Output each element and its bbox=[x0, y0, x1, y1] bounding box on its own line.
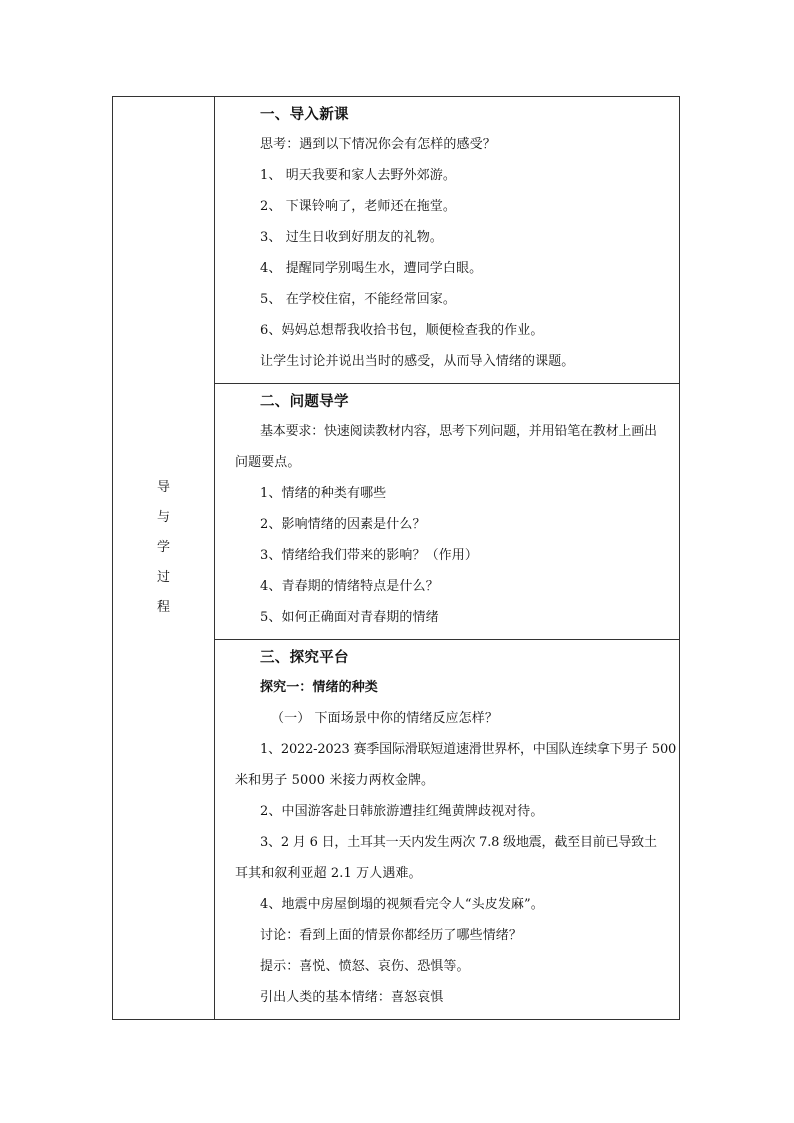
scene-3-line-1: 3、2 月 6 日，土耳其一天内发生两次 7.8 级地震，截至目前已导致土 bbox=[260, 835, 657, 850]
exploration-section bbox=[215, 640, 679, 1019]
exploration-heading: 三、探究平台 bbox=[260, 649, 349, 666]
scene-1-line-2: 米和男子 5000 米接力两枚金牌。 bbox=[235, 773, 435, 788]
guided-question-item: 3、情绪给我们带来的影响？（作用） bbox=[260, 548, 478, 563]
process-label-cell bbox=[113, 97, 215, 1020]
discussion-hint: 提示：喜悦、愤怒、哀伤、恐惧等。 bbox=[260, 959, 470, 974]
introduction-item: 2、 下课铃响了，老师还在拖堂。 bbox=[260, 199, 457, 214]
process-label-char: 导 bbox=[156, 480, 170, 495]
introduction-item: 5、 在学校住宿，不能经常回家。 bbox=[260, 292, 457, 307]
introduction-summary: 让学生讨论并说出当时的感受，从而导入情绪的课题。 bbox=[260, 354, 575, 369]
introduction-item: 3、 过生日收到好朋友的礼物。 bbox=[260, 230, 443, 245]
introduction-item: 4、 提醒同学别喝生水，遭同学白眼。 bbox=[260, 261, 483, 276]
scene-3-line-2: 耳其和叙利亚超 2.1 万人遇难。 bbox=[235, 866, 422, 881]
lesson-plan-table bbox=[112, 96, 680, 1020]
guided-question-item: 2、影响情绪的因素是什么？ bbox=[260, 517, 426, 532]
guided-question-item: 1、情绪的种类有哪些 bbox=[260, 486, 387, 501]
process-label-char: 过 bbox=[156, 570, 170, 585]
process-label bbox=[113, 473, 214, 623]
guided-requirement-line-2: 问题要点。 bbox=[235, 455, 301, 470]
introduction-cell bbox=[215, 97, 680, 384]
introduction-item: 1、 明天我要和家人去野外郊游。 bbox=[260, 168, 457, 183]
basic-emotions-conclusion: 引出人类的基本情绪：喜怒哀惧 bbox=[260, 990, 444, 1005]
discussion-prompt: 讨论：看到上面的情景你都经历了哪些情绪？ bbox=[260, 928, 523, 943]
introduction-section bbox=[215, 97, 679, 383]
scene-1-line-1: 1、2022-2023 赛季国际滑联短道速滑世界杯，中国队连续拿下男子 500 bbox=[260, 742, 677, 757]
guided-requirement-line-1: 基本要求：快速阅读教材内容，思考下列问题，并用铅笔在教材上画出 bbox=[260, 424, 657, 439]
introduction-item: 6、妈妈总想帮我收拾书包，顺便检查我的作业。 bbox=[260, 323, 544, 338]
scene-2: 2、中国游客赴日韩旅游遭挂红绳黄牌歧视对待。 bbox=[260, 804, 544, 819]
exploration-subtitle: 探究一：情绪的种类 bbox=[260, 680, 378, 695]
guided-question-item: 4、青春期的情绪特点是什么？ bbox=[260, 579, 439, 594]
process-label-char: 学 bbox=[156, 540, 170, 555]
guided-question-item: 5、如何正确面对青春期的情绪 bbox=[260, 610, 439, 625]
scene-4: 4、地震中房屋倒塌的视频看完令人“头皮发麻”。 bbox=[260, 897, 544, 912]
exploration-cell bbox=[215, 640, 680, 1020]
introduction-heading: 一、导入新课 bbox=[260, 106, 349, 123]
guided-questions-cell bbox=[215, 384, 680, 640]
process-label-char: 程 bbox=[156, 600, 170, 615]
exploration-question: （一） 下面场景中你的情绪反应怎样？ bbox=[271, 711, 498, 726]
section-row-introduction bbox=[113, 97, 680, 384]
process-label-char: 与 bbox=[156, 510, 170, 525]
introduction-prompt: 思考：遇到以下情况你会有怎样的感受？ bbox=[260, 137, 496, 152]
guided-questions-heading: 二、问题导学 bbox=[260, 393, 349, 410]
guided-questions-section bbox=[215, 384, 679, 639]
